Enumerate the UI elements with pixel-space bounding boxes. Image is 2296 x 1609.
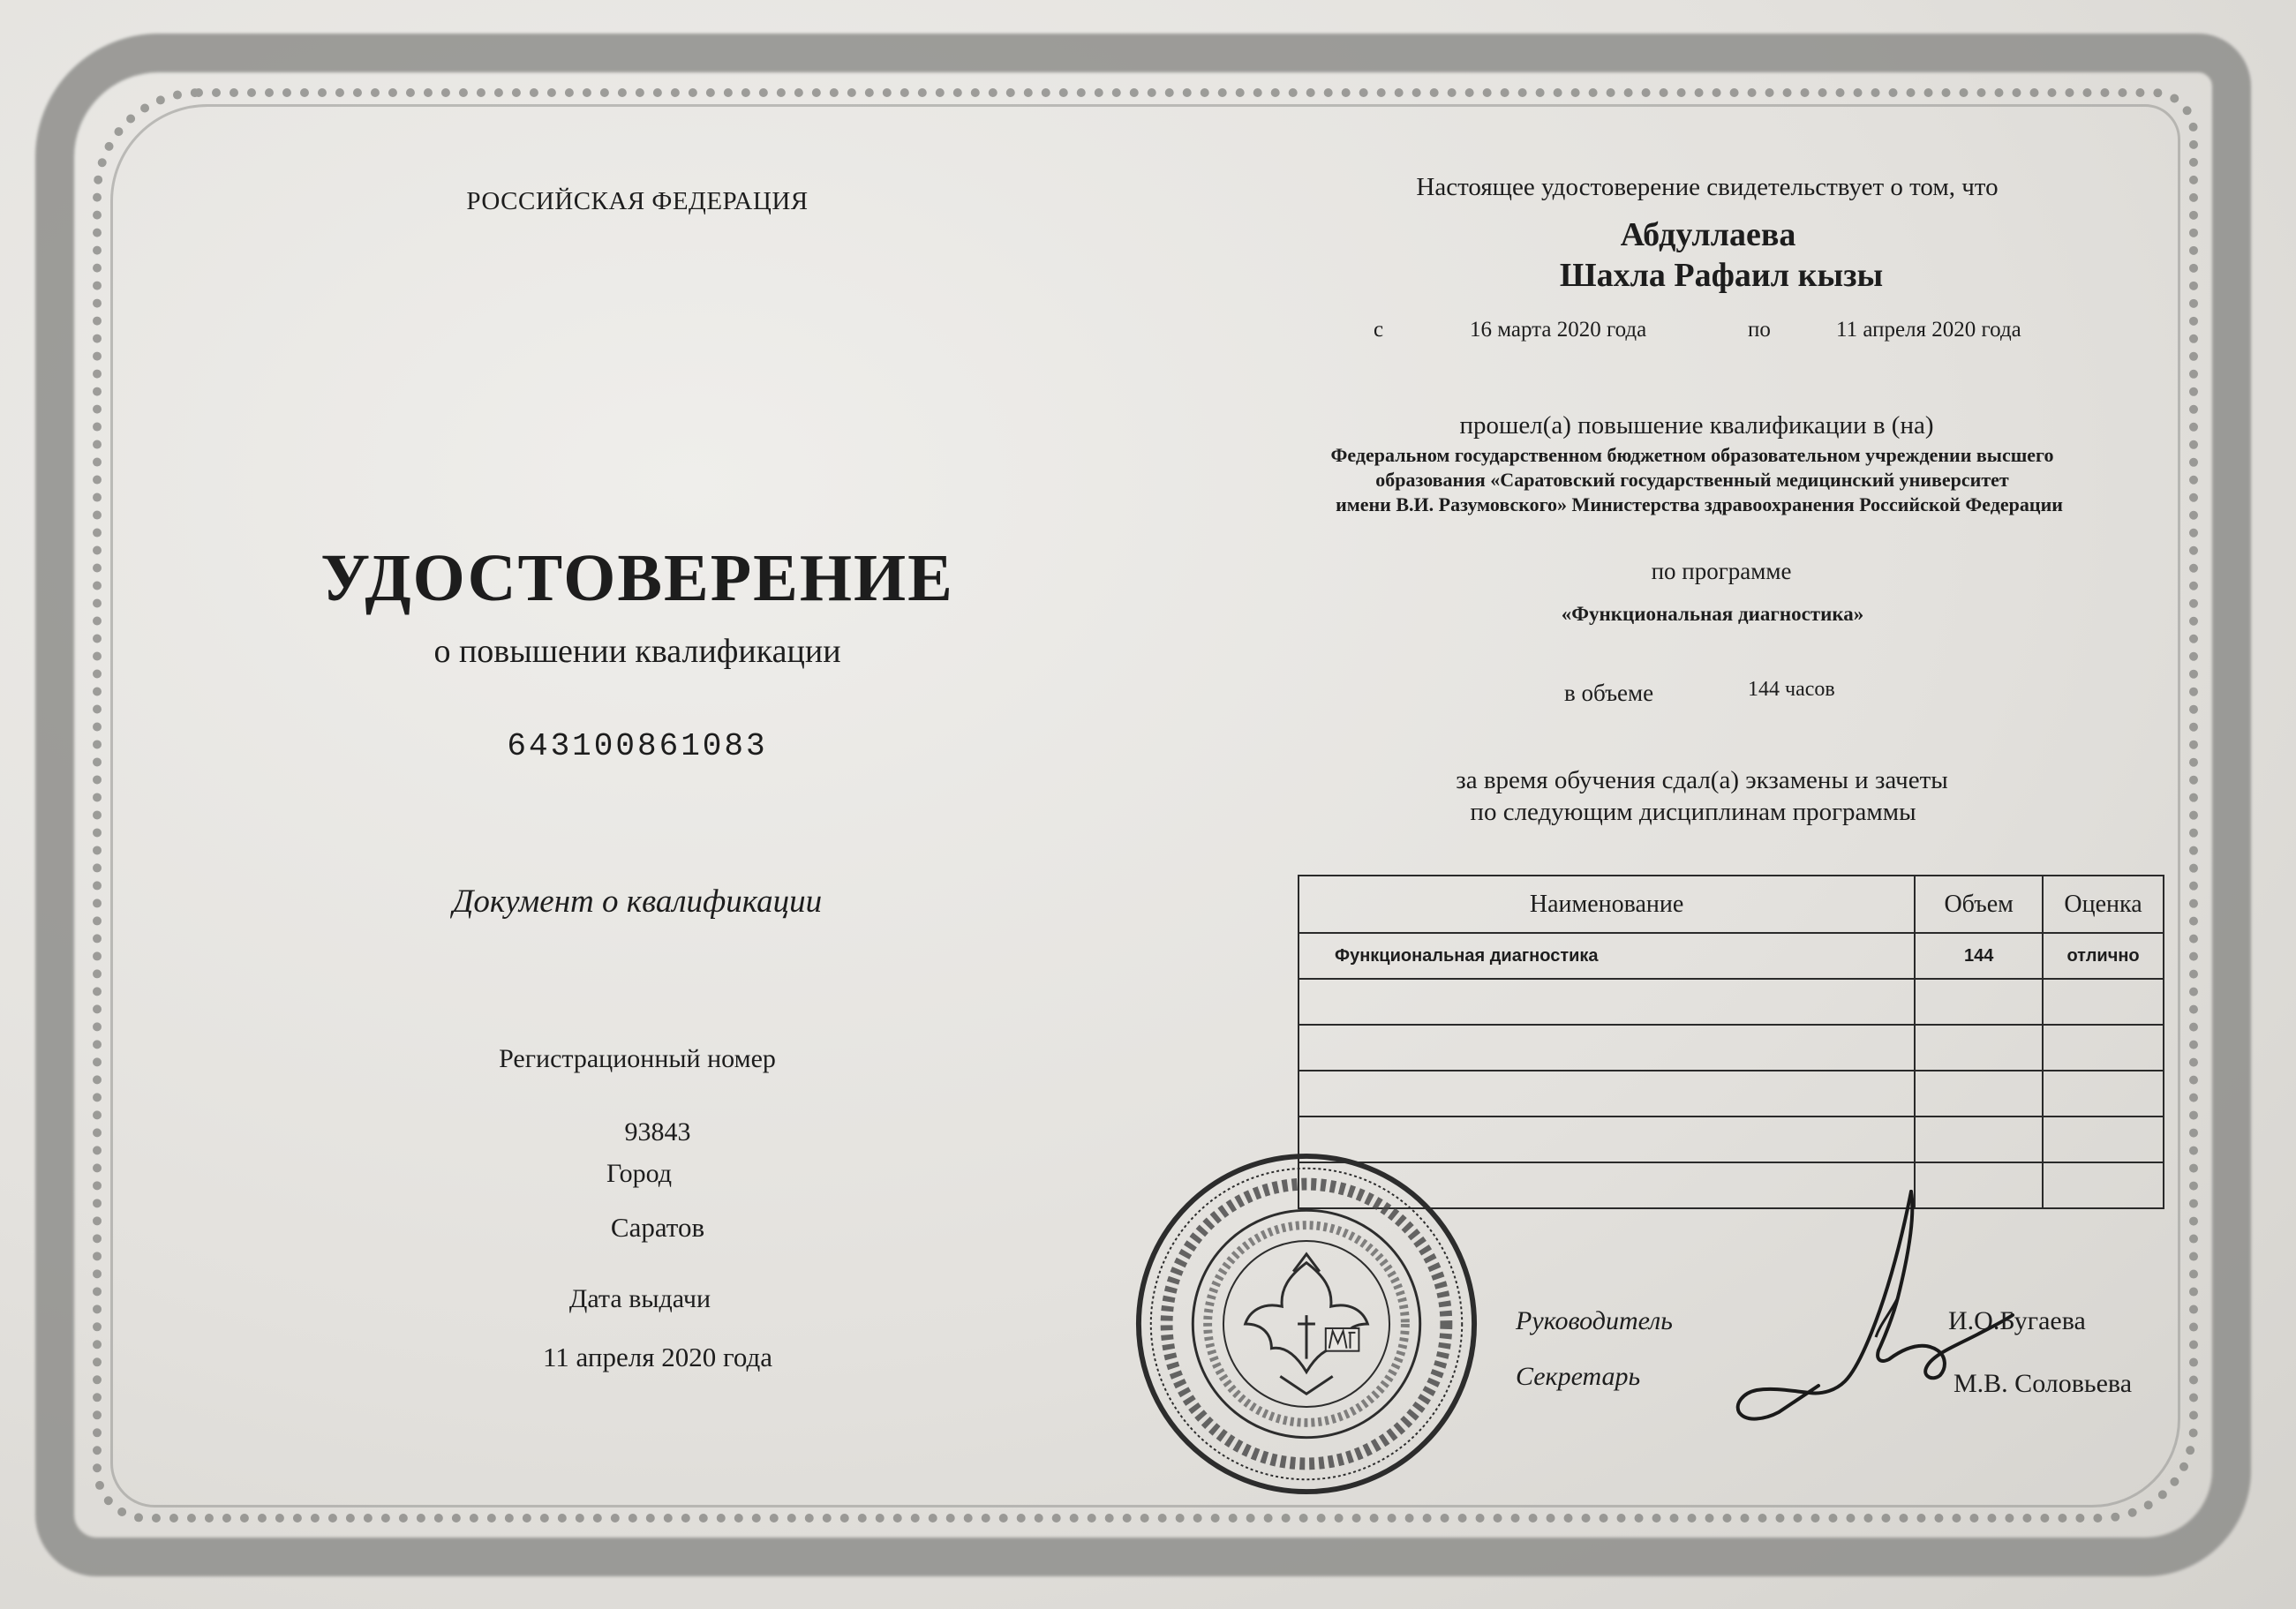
city-value: Саратов bbox=[610, 1212, 705, 1243]
period-from-date: 16 марта 2020 года bbox=[1470, 318, 1647, 342]
secretary-label: Секретарь bbox=[1516, 1362, 1641, 1391]
by-program-label: по программе bbox=[1651, 558, 1792, 584]
certificate-number: 643100861083 bbox=[507, 728, 768, 764]
institution-line-3: имени В.И. Разумовского» Министерства здравоохранения Российской Федерации bbox=[1336, 493, 2063, 515]
institution-line-1: Федеральном государственном бюджетном образовательном учреждении высшего bbox=[1330, 444, 2054, 466]
header-name: Наименование bbox=[1299, 876, 1915, 933]
holder-given-names: Шахла Рафаил кызы bbox=[1559, 257, 1884, 294]
volume-label: в объеме bbox=[1564, 680, 1654, 706]
period-to-label: по bbox=[1748, 318, 1771, 342]
table-row-empty bbox=[1299, 979, 2164, 1025]
period-from-label: с bbox=[1374, 318, 1384, 342]
head-name: И.О.Бугаева bbox=[1948, 1306, 2086, 1335]
certificate-title: УДОСТОВЕРЕНИЕ bbox=[320, 541, 954, 615]
issue-date-label: Дата выдачи bbox=[568, 1284, 711, 1313]
table-row-empty bbox=[1299, 1071, 2164, 1117]
head-label: Руководитель bbox=[1516, 1306, 1673, 1335]
row-discipline-name: Функциональная диагностика bbox=[1299, 933, 1915, 979]
program-name: «Функциональная диагностика» bbox=[1561, 603, 1864, 625]
certifies-text: Настоящее удостоверение свидетельствует о том, что bbox=[1416, 173, 1999, 201]
row-discipline-volume: 144 bbox=[1915, 933, 2043, 979]
table-header-row bbox=[1299, 876, 2164, 933]
secretary-name: М.В. Соловьева bbox=[1953, 1369, 2133, 1398]
official-seal-icon bbox=[1132, 1149, 1481, 1499]
volume-value: 144 часов bbox=[1748, 678, 1835, 701]
table-row-empty bbox=[1299, 1025, 2164, 1071]
country-heading: РОССИЙСКАЯ ФЕДЕРАЦИЯ bbox=[466, 187, 809, 215]
institution-line-2: образования «Саратовский государственный медицинский университет bbox=[1375, 469, 2009, 491]
header-volume: Объем bbox=[1915, 876, 2043, 933]
table-row bbox=[1299, 933, 2164, 979]
passed-training-text: прошел(а) повышение квалификации в (на) bbox=[1459, 411, 1934, 440]
registration-label: Регистрационный номер bbox=[499, 1044, 776, 1073]
certificate-subtitle: о повышении квалификации bbox=[433, 633, 841, 670]
period-to-date: 11 апреля 2020 года bbox=[1836, 318, 2021, 342]
row-discipline-grade: отлично bbox=[2043, 933, 2164, 979]
issue-date-value: 11 апреля 2020 года bbox=[542, 1342, 773, 1372]
holder-surname: Абдуллаева bbox=[1620, 216, 1796, 253]
document-type: Документ о квалификации bbox=[452, 883, 823, 920]
registration-number: 93843 bbox=[624, 1117, 691, 1147]
header-grade: Оценка bbox=[2043, 876, 2164, 933]
exams-text-line-2: по следующим дисциплинам программы bbox=[1470, 798, 1916, 826]
exams-text-line-1: за время обучения сдал(а) экзамены и зачеты bbox=[1456, 766, 1948, 794]
city-label: Город bbox=[606, 1159, 673, 1188]
